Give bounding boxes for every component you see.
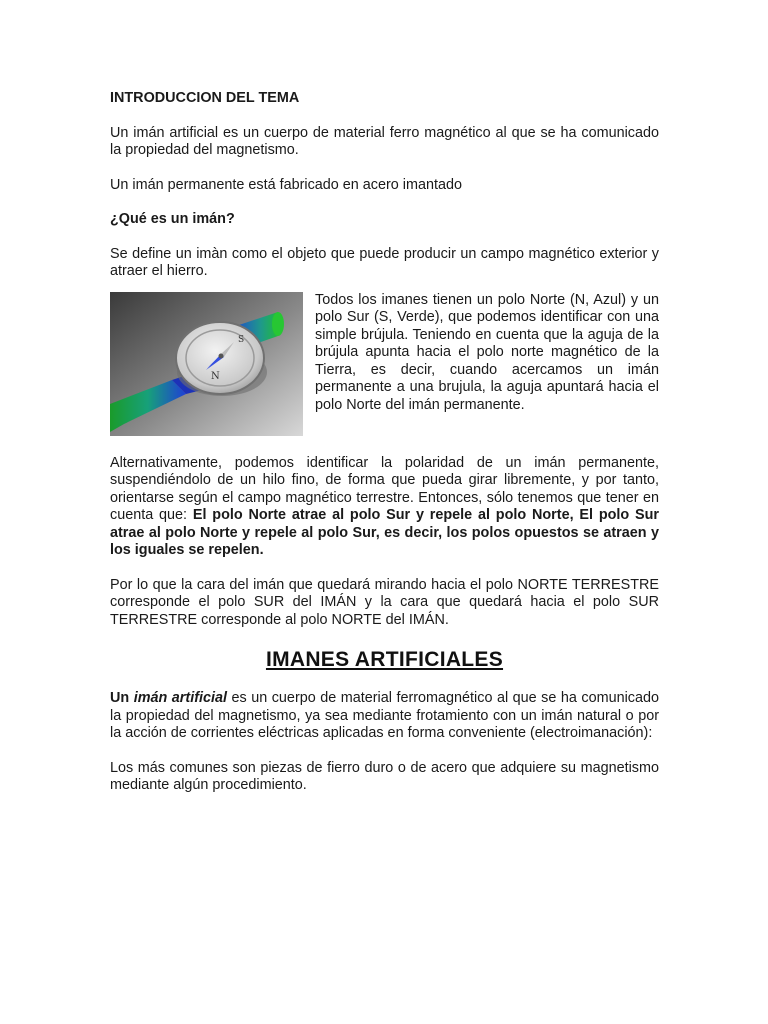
compass-magnet-image [110,292,303,436]
intro-heading: INTRODUCCION DEL TEMA [110,90,300,106]
earth-poles-paragraph: Por lo que la cara del imán que quedará mirando hacia el polo NORTE TERRESTRE corresponde el polo SUR del IMÁN y la cara que quedará hacia el polo SUR TERRESTRE corresponde al polo NORTE del IMÁN. [110,576,659,628]
document-content [110,90,659,795]
compass-letter-n: N [211,370,220,382]
artificial-magnets-title: IMANES ARTIFICIALES [265,648,504,671]
what-is-magnet-heading: ¿Qué es un imán? [110,211,235,227]
intro-paragraph-2: Un imán permanente está fabricado en acero imantado [110,176,462,193]
compass-letter-s: S [238,334,245,345]
poles-description-paragraph: Todos los imanes tienen un polo Norte (N, Azul) y un polo Sur (S, Verde), que podemos identificar con una simple brújula. Teniendo en cuenta que la aguja de la brújula apunta hacia el polo norte magnético de la Tierra, es decir, cuando acercamos un imán permanente a una brujula, la aguja apuntará hacia el polo Norte del imán permanente. [315,291,659,413]
figure-row [110,292,659,436]
artificial-definition-text: es un cuerpo de material ferromagnético al que se ha comunicado la propiedad del magnetismo, ya sea mediante frotamiento con un imán natural o por la acción de corrientes eléctricas aplicadas en forma conveniente (electroimanación): [110,690,660,741]
intro-paragraph-1: Un imán artificial es un cuerpo de material ferro magnético al que se ha comunicado la propiedad del magnetismo. [110,124,659,158]
artificial-term-bold-italic: imán artificial [133,690,227,706]
polarity-text: Alternativamente, podemos identificar la polaridad de un imán permanente, suspendiéndolo de un hilo fino, de forma que pueda girar libremente, y por tanto, orientarse según el campo magnético terrestre. Entonces, sólo tenemos que tener en cuenta que: [110,454,659,523]
polarity-rule-bold: El polo Norte atrae al polo Sur y repele al polo Norte, El polo Sur atrae al polo Norte y repele al polo Sur, es decir, los polos opuestos se atraen y los iguales se repelen. [110,507,660,558]
common-magnets-paragraph: Los más comunes son piezas de fierro duro o de acero que adquiere su magnetismo mediante algún procedimiento. [110,759,659,793]
magnet-definition-paragraph: Se define un imàn como el objeto que puede producir un campo magnético exterior y atraer el hierro. [110,245,659,279]
artificial-magnet-paragraph [110,690,659,743]
polarity-paragraph [110,455,659,560]
artificial-lead-bold: Un [110,690,134,706]
